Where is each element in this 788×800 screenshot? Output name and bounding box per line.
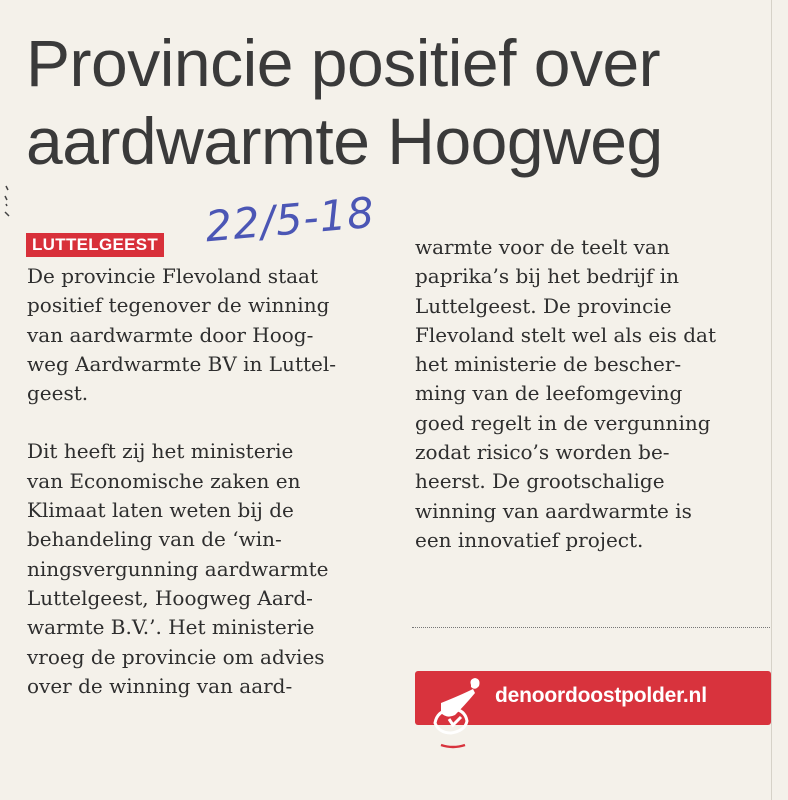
text-line: geest. bbox=[27, 381, 89, 406]
right-column bbox=[415, 233, 775, 555]
text-line: Dit heeft zij het ministerie bbox=[27, 439, 294, 464]
text-line: van Economische zaken en bbox=[27, 468, 301, 493]
text-line: ningsvergunning aardwarmte bbox=[27, 556, 329, 581]
text-line: behandeling van de ‘win- bbox=[27, 527, 282, 552]
text-line: van aardwarmte door Hoog- bbox=[27, 322, 314, 347]
text-line: weg Aardwarmte BV in Luttel- bbox=[27, 351, 337, 376]
dotted-divider bbox=[412, 627, 770, 628]
text-line: paprika’s bij het bedrijf in bbox=[415, 264, 680, 289]
text-line: winning van aardwarmte is bbox=[415, 498, 692, 523]
text-line: warmte voor de teelt van bbox=[415, 235, 670, 259]
handwritten-date: 22/5-18 bbox=[203, 187, 377, 252]
text-line: positief tegenover de winning bbox=[27, 293, 330, 318]
left-column bbox=[27, 262, 387, 701]
text-line: heerst. De grootschalige bbox=[415, 469, 665, 494]
margin-mark-icon bbox=[0, 182, 14, 232]
banner-url-text[interactable]: denoordoostpolder.nl bbox=[495, 684, 707, 707]
text-line: het ministerie de bescher- bbox=[415, 352, 682, 377]
rabbit-logo-icon bbox=[421, 675, 491, 755]
text-line: zodat risico’s worden be- bbox=[415, 440, 670, 465]
text-line: warmte B.V.’. Het ministerie bbox=[27, 615, 315, 640]
paragraph-gap bbox=[27, 408, 387, 437]
text-line: Luttelgeest. De provincie bbox=[415, 293, 672, 318]
location-kicker: LUTTELGEEST bbox=[26, 233, 164, 257]
text-line: over de winning van aard- bbox=[27, 673, 293, 698]
text-line: Luttelgeest, Hoogweg Aard- bbox=[27, 585, 313, 610]
text-line: De provincie Flevoland staat bbox=[27, 264, 318, 288]
text-line: een innovatief project. bbox=[415, 527, 644, 552]
website-banner[interactable] bbox=[415, 671, 771, 725]
paragraph-2 bbox=[27, 437, 387, 701]
paragraph-1 bbox=[27, 262, 387, 408]
article-headline: Provincie positief over aardwarmte Hoogweg bbox=[26, 26, 663, 178]
text-line: goed regelt in de vergunning bbox=[415, 410, 711, 435]
text-line: Flevoland stelt wel als eis dat bbox=[415, 322, 717, 347]
text-line: vroeg de provincie om advies bbox=[27, 644, 325, 669]
text-line: Klimaat laten weten bij de bbox=[27, 498, 294, 523]
text-line: ming van de leefomgeving bbox=[415, 381, 683, 406]
